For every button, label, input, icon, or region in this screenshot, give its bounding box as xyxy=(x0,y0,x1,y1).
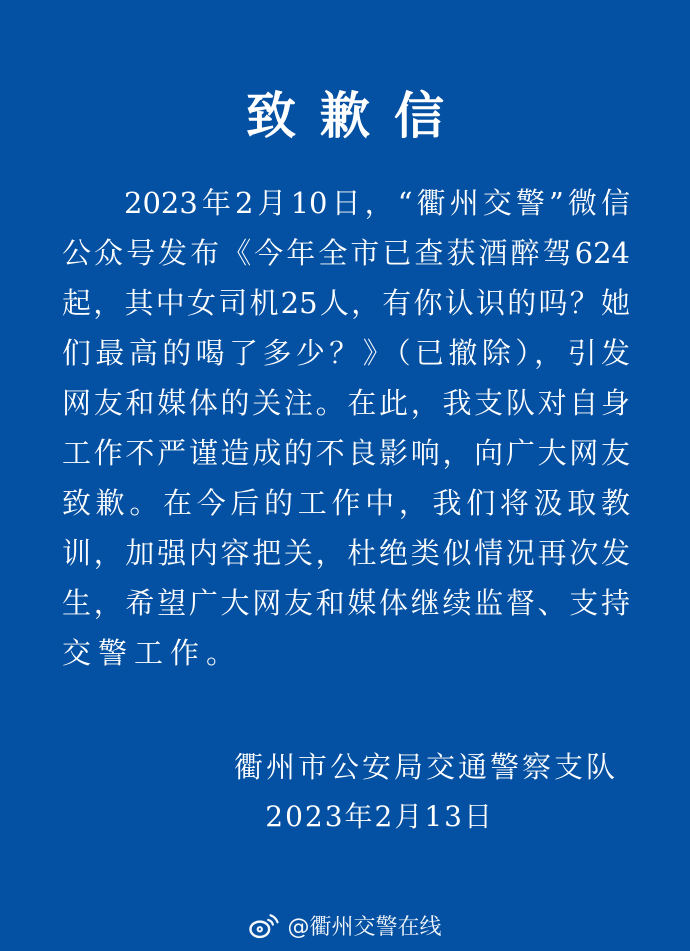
body-line: 起，其中女司机25人，有你认识的吗？她 xyxy=(62,286,630,320)
signature: 衢州市公安局交通警察支队 xyxy=(233,750,618,784)
watermark-text: @衢州交警在线 xyxy=(287,915,442,940)
page-title: 致歉信 xyxy=(246,86,468,145)
signature-date: 2023年2月13日 xyxy=(265,800,494,833)
body-line: 交警工作。 xyxy=(62,636,243,670)
body-line: 们最高的喝了多少？》（已撤除），引发 xyxy=(62,336,630,370)
weibo-icon xyxy=(248,912,280,940)
body-line: 公众号发布《今年全市已查获酒醉驾624 xyxy=(62,236,630,270)
watermark xyxy=(0,910,690,941)
body-line: 致歉。在今后的工作中，我们将汲取教 xyxy=(62,486,630,520)
letter-body xyxy=(62,178,630,678)
body-line: 生，希望广大网友和媒体继续监督、支持 xyxy=(62,586,630,620)
body-line: 工作不严谨造成的不良影响，向广大网友 xyxy=(62,436,630,470)
body-line: 训，加强内容把关，杜绝类似情况再次发 xyxy=(62,536,630,570)
body-line: 2023年2月10日，“衢州交警”微信 xyxy=(124,186,630,220)
body-line: 网友和媒体的关注。在此，我支队对自身 xyxy=(62,386,630,420)
